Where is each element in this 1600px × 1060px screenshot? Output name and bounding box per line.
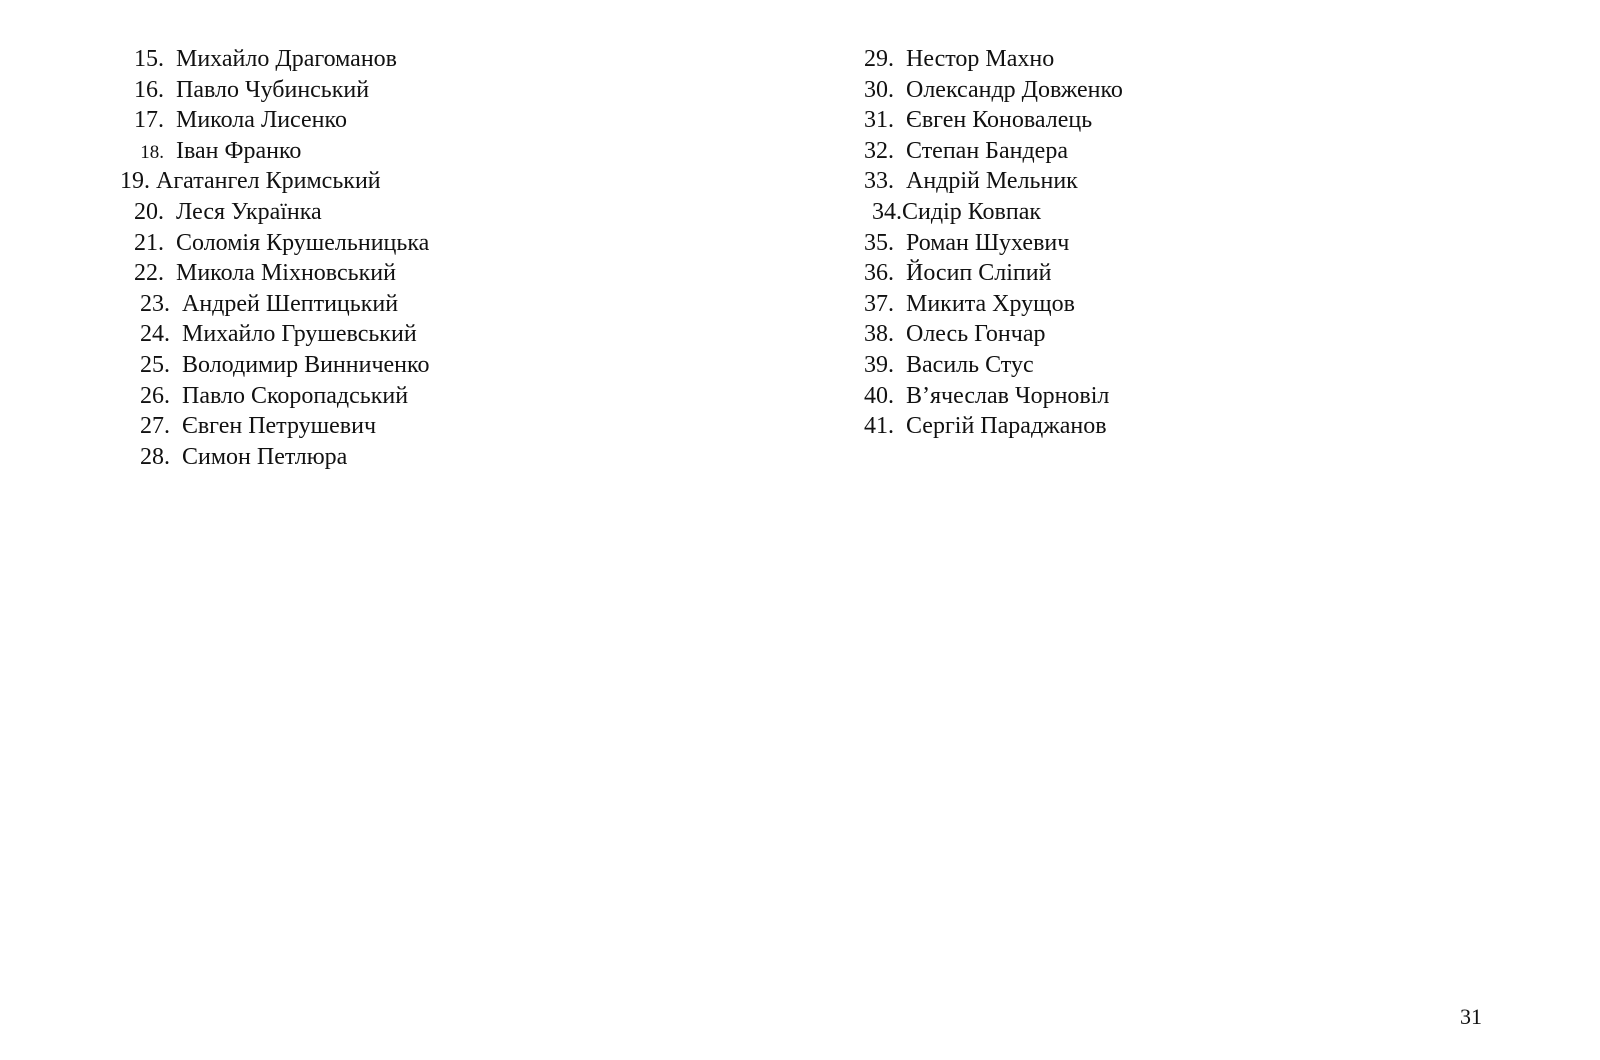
- list-item: [858, 319, 1378, 350]
- item-name: Йосип Сліпий: [906, 260, 1052, 287]
- item-number: 40.: [864, 382, 894, 409]
- item-name: Микита Хрущов: [906, 290, 1075, 317]
- item-number: 29.: [864, 46, 894, 72]
- item-number: 26.: [140, 382, 170, 409]
- list-item: [858, 197, 1378, 228]
- item-name: Сергій Параджанов: [906, 413, 1107, 440]
- item-number: 22.: [134, 260, 164, 287]
- item-name: Микола Міхновський: [176, 260, 396, 287]
- list-item: [118, 442, 638, 473]
- list-item: [118, 197, 638, 228]
- item-number: 17.: [134, 107, 164, 134]
- list-item: [118, 136, 638, 167]
- list-item: [118, 411, 638, 442]
- item-number: 23.: [140, 290, 170, 317]
- item-number: 37.: [864, 290, 894, 317]
- list-item: [858, 105, 1378, 136]
- item-number: 38.: [864, 321, 894, 348]
- item-name: Агатангел Кримський: [156, 168, 381, 195]
- item-number: 15.: [134, 46, 164, 72]
- item-number: 28.: [140, 443, 170, 470]
- list-item: [118, 166, 638, 197]
- list-item: [118, 350, 638, 381]
- list-item: [118, 258, 638, 289]
- list-item: [858, 289, 1378, 320]
- item-number: 32.: [864, 137, 894, 164]
- item-name: Євген Петрушевич: [182, 413, 377, 440]
- list-item: [118, 228, 638, 259]
- item-name: Соломія Крушельницька: [176, 229, 430, 256]
- list-item: [118, 319, 638, 350]
- item-number: 16.: [134, 76, 164, 103]
- item-name: В’ячеслав Чорновіл: [906, 382, 1110, 409]
- item-name: Василь Стус: [906, 351, 1034, 378]
- item-number: 33.: [864, 168, 894, 195]
- name-list-right: [858, 44, 1378, 442]
- list-item: [118, 75, 638, 106]
- item-number: 34.: [872, 198, 902, 225]
- item-name: Євген Коновалець: [906, 107, 1093, 134]
- name-list-left: [118, 44, 638, 472]
- item-number: 36.: [864, 260, 894, 287]
- item-name: Володимир Винниченко: [182, 351, 430, 378]
- item-name: Роман Шухевич: [906, 229, 1070, 256]
- item-name: Леся Українка: [176, 198, 322, 225]
- list-item: [118, 289, 638, 320]
- item-number: 31.: [864, 107, 894, 134]
- list-item: [858, 411, 1378, 442]
- page-number: 31: [1460, 1004, 1482, 1029]
- item-number: 25.: [140, 351, 170, 378]
- list-item: [118, 381, 638, 412]
- item-name: Олександр Довженко: [906, 76, 1123, 103]
- item-number: 41.: [864, 413, 894, 440]
- item-name: Сидір Ковпак: [902, 198, 1042, 225]
- item-number: 39.: [864, 351, 894, 378]
- item-number: 30.: [864, 76, 894, 103]
- list-item: [858, 136, 1378, 167]
- list-item: [858, 44, 1378, 75]
- item-number: 19.: [120, 168, 150, 195]
- list-item: [858, 166, 1378, 197]
- list-item: [858, 228, 1378, 259]
- item-name: Іван Франко: [176, 137, 302, 164]
- item-name: Олесь Гончар: [906, 321, 1046, 348]
- item-name: Михайло Грушевський: [182, 321, 417, 348]
- item-name: Нестор Махно: [906, 46, 1055, 72]
- item-name: Павло Чубинський: [176, 76, 370, 103]
- item-name: Андрей Шептицький: [182, 290, 399, 317]
- item-name: Павло Скоропадський: [182, 382, 409, 409]
- list-item: [858, 75, 1378, 106]
- item-name: Симон Петлюра: [182, 443, 348, 470]
- item-name: Михайло Драгоманов: [176, 46, 398, 72]
- list-item: [118, 44, 638, 75]
- list-item: [858, 258, 1378, 289]
- list-item: [118, 105, 638, 136]
- item-name: Микола Лисенко: [176, 107, 347, 134]
- list-item: [858, 350, 1378, 381]
- item-number: 24.: [140, 321, 170, 348]
- item-number: 18.: [140, 141, 164, 163]
- item-number: 35.: [864, 229, 894, 256]
- item-number: 21.: [134, 229, 164, 256]
- item-name: Андрій Мельник: [906, 168, 1078, 195]
- item-number: 27.: [140, 413, 170, 440]
- item-number: 20.: [134, 198, 164, 225]
- list-item: [858, 381, 1378, 412]
- item-name: Степан Бандера: [906, 137, 1068, 164]
